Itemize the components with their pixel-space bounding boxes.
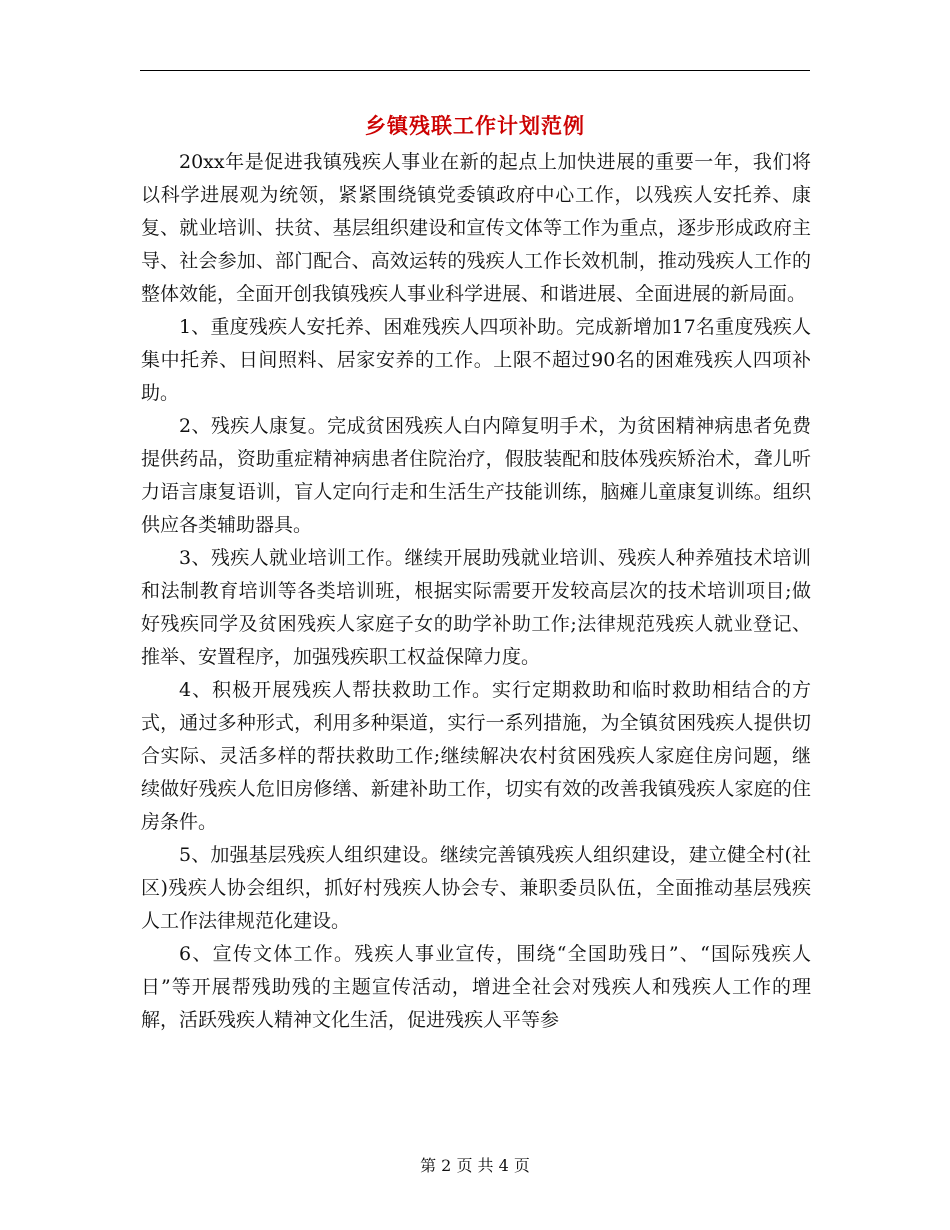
paragraph-intro: 20xx年是促进我镇残疾人事业在新的起点上加快进展的重要一年，我们将以科学进展观为统领，紧紧围绕镇党委镇政府中心工作，以残疾人安托养、康复、就业培训、扶贫、基层组织建设和宣传文体等工作为重点，逐步形成政府主导、社会参加、部门配合、高效运转的残疾人工作长效机制，推动残疾人工作的整体效能，全面开创我镇残疾人事业科学进展、和谐进展、全面进展的新局面。 [141, 151, 811, 305]
paragraph-item-1: 1、重度残疾人安托养、困难残疾人四项补助。完成新增加17名重度残疾人集中托养、日间照料、居家安养的工作。上限不超过90名的困难残疾人四项补助。 [141, 316, 811, 404]
header-rule [140, 70, 810, 71]
paragraph-item-4: 4、积极开展残疾人帮扶救助工作。实行定期救助和临时救助相结合的方式，通过多种形式，利用多种渠道，实行一系列措施，为全镇贫困残疾人提供切合实际、灵活多样的帮扶救助工作;继续解决农村贫困残疾人家庭住房问题，继续做好残疾人危旧房修缮、新建补助工作，切实有效的改善我镇残疾人家庭的住房条件。 [141, 679, 811, 833]
paragraph-item-5: 5、加强基层残疾人组织建设。继续完善镇残疾人组织建设，建立健全村(社区)残疾人协会组织，抓好村残疾人协会专、兼职委员队伍，全面推动基层残疾人工作法律规范化建设。 [141, 844, 811, 932]
document-title: 乡镇残联工作计划范例 [365, 113, 585, 138]
document-body [141, 146, 811, 1037]
paragraph-item-6: 6、宣传文体工作。残疾人事业宣传，围绕“全国助残日”、“国际残疾人日”等开展帮残助残的主题宣传活动，增进全社会对残疾人和残疾人工作的理解，活跃残疾人精神文化生活，促进残疾人平等参 [141, 943, 811, 1031]
paragraph-item-2: 2、残疾人康复。完成贫困残疾人白内障复明手术，为贫困精神病患者免费提供药品，资助重症精神病患者住院治疗，假肢装配和肢体残疾矫治术，聋儿听力语言康复语训，盲人定向行走和生活生产技能训练，脑瘫儿童康复训练。组织供应各类辅助器具。 [141, 415, 811, 536]
paragraph-item-3: 3、残疾人就业培训工作。继续开展助残就业培训、残疾人种养殖技术培训和法制教育培训等各类培训班，根据实际需要开发较高层次的技术培训项目;做好残疾同学及贫困残疾人家庭子女的助学补助工作;法律规范残疾人就业登记、推举、安置程序，加强残疾职工权益保障力度。 [141, 547, 811, 668]
page-number-footer: 第 2 页 共 4 页 [420, 1156, 530, 1175]
